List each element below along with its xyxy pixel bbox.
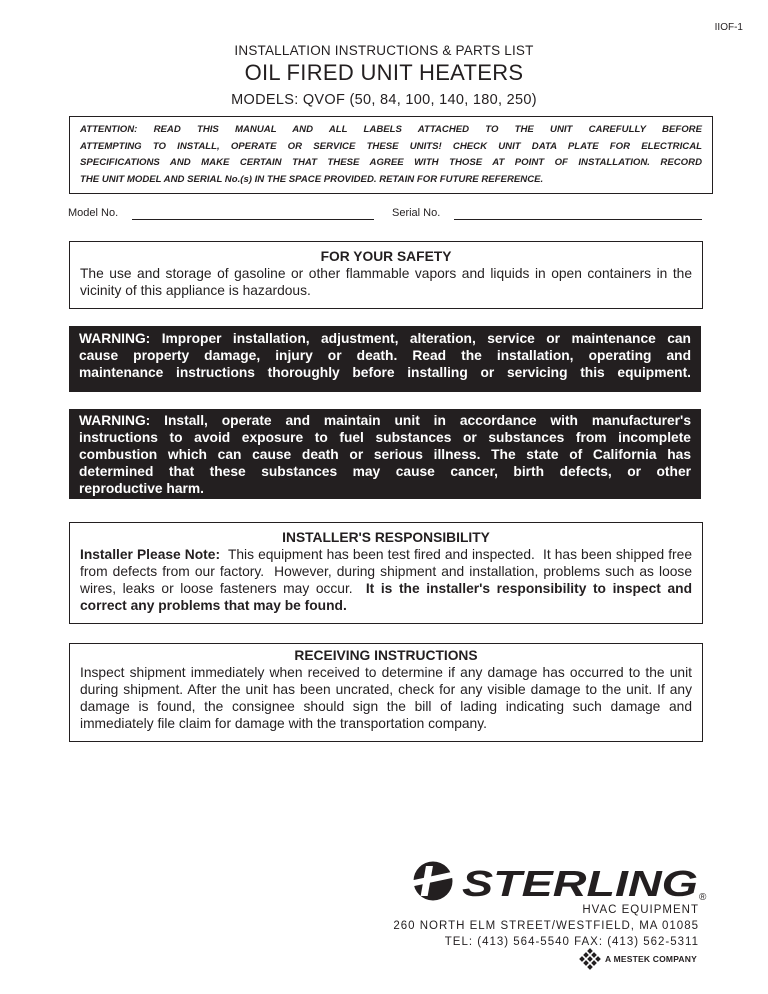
installer-note-label: Installer Please Note: xyxy=(80,547,221,562)
attention-line: ATTEMPTING TO INSTALL, OPERATE OR SERVICE THESE UNITS! CHECK UNIT DATA PLATE FOR ELECTRICAL xyxy=(80,140,702,152)
models-line: MODELS: QVOF (50, 84, 100, 140, 180, 250) xyxy=(231,92,537,108)
installer-responsibility-box xyxy=(69,522,703,624)
model-number-line[interactable] xyxy=(132,219,374,220)
sterling-logo xyxy=(412,860,707,902)
warning-box-improper-installation xyxy=(69,326,701,392)
footer-division: HVAC EQUIPMENT xyxy=(582,904,699,916)
warning-line: maintenance instructions thoroughly before installing or servicing this equipment. xyxy=(79,365,691,380)
installer-text xyxy=(80,546,696,614)
model-number-label: Model No. xyxy=(68,207,119,219)
attention-line: SPECIFICATIONS AND MAKE CERTAIN THAT THESE AGREE WITH THOSE AT POINT OF INSTALLATION. RECORD xyxy=(80,157,702,168)
warning-line: combustion which can cause death or serious illness. The state of California has xyxy=(79,447,691,462)
attention-line: THE UNIT MODEL AND SERIAL No.(s) IN THE SPACE PROVIDED. RETAIN FOR FUTURE REFERENCE. xyxy=(80,173,544,185)
document-id: IIOF-1 xyxy=(714,22,743,33)
warning-line: instructions to avoid exposure to fuel substances or substances from incomplete xyxy=(79,430,691,445)
brand-wordmark: STERLING xyxy=(462,863,698,902)
receiving-title: RECEIVING INSTRUCTIONS xyxy=(294,648,478,663)
safety-title: FOR YOUR SAFETY xyxy=(320,249,452,264)
parent-company: A MESTEK COMPANY xyxy=(605,954,697,964)
serial-number-label: Serial No. xyxy=(392,207,441,219)
serial-number-line[interactable] xyxy=(454,219,702,220)
safety-text: The use and storage of gasoline or other flammable vapors and liquids in open containers in the vicinity of this appliance is hazardous. xyxy=(80,266,692,298)
installer-body: This equipment has been test fired and inspected. It has been shipped free from defects from our factory. However, during shipment and installation, problems such as loose wires, leaks or loose fasteners may occur. xyxy=(80,547,696,596)
warning-box-exposure xyxy=(69,409,701,499)
installer-title: INSTALLER'S RESPONSIBILITY xyxy=(282,530,490,545)
receiving-instructions-box xyxy=(69,643,703,742)
warning-line: WARNING: Install, operate and maintain unit in accordance with manufacturer's xyxy=(79,413,691,428)
document-title: OIL FIRED UNIT HEATERS xyxy=(244,60,524,85)
attention-notice xyxy=(69,116,713,194)
sterling-emblem-icon xyxy=(412,862,454,901)
warning-line: cause property damage, injury or death. Read the installation, operating and xyxy=(79,348,691,363)
installer-emphasis: It is the installer's responsibility to inspect and correct any problems that may be found. xyxy=(80,581,692,613)
warning-line: WARNING: Improper installation, adjustment, alteration, service or maintenance can xyxy=(79,331,691,346)
warning-line: reproductive harm. xyxy=(79,481,204,496)
mestek-diamond-icon xyxy=(578,948,602,972)
footer-phone: TEL: (413) 564-5540 FAX: (413) 562-5311 xyxy=(444,936,699,948)
footer-address: 260 NORTH ELM STREET/WESTFIELD, MA 01085 xyxy=(393,920,699,932)
receiving-text: Inspect shipment immediately when received to determine if any damage has occurred to the unit during shipment. After the unit has been uncrated, check for any visible damage to the unit. If any damage is found, the consignee should sign the bill of lading indicating such damage and immediately file claim for damage with the transportation company. xyxy=(80,665,692,731)
registered-mark: ® xyxy=(699,892,707,902)
document-subtitle: INSTALLATION INSTRUCTIONS & PARTS LIST xyxy=(234,43,534,58)
safety-box xyxy=(69,241,703,309)
record-fields xyxy=(68,207,702,223)
attention-line: ATTENTION: READ THIS MANUAL AND ALL LABELS ATTACHED TO THE UNIT CAREFULLY BEFORE xyxy=(80,124,702,135)
warning-line: determined that these substances may cause cancer, birth defects, or other xyxy=(79,464,691,479)
mestek-badge xyxy=(578,948,702,972)
